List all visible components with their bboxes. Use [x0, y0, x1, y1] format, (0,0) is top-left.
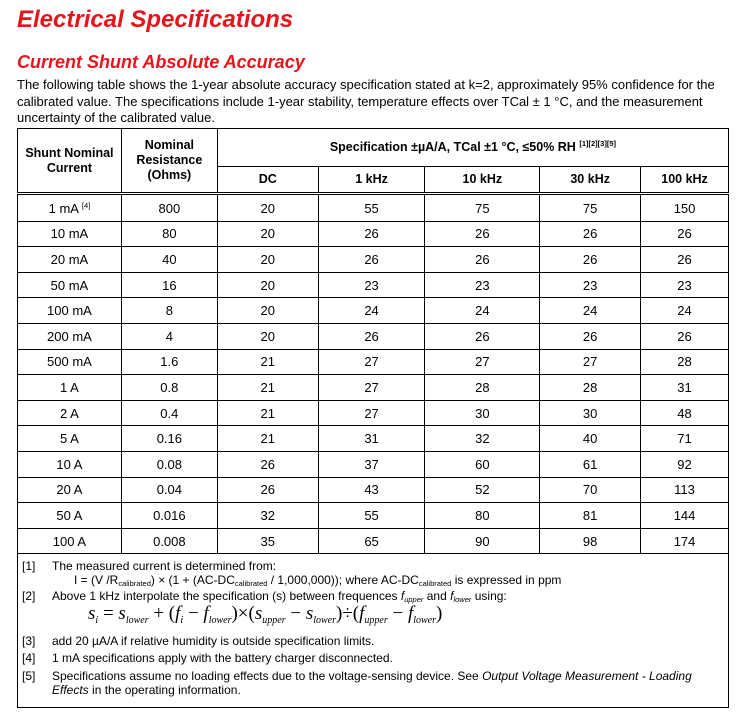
- dc-cell: 20: [217, 298, 318, 324]
- table-row: [18, 528, 729, 554]
- current-cell: [18, 247, 122, 273]
- khz10-cell: 26: [425, 323, 540, 349]
- current-cell: [18, 194, 122, 222]
- current-value: 1 A: [60, 379, 79, 395]
- dc-cell: 26: [217, 477, 318, 503]
- current-cell: [18, 221, 122, 247]
- current-cell: [18, 375, 122, 401]
- khz30-cell: 24: [540, 298, 641, 324]
- table-row: [18, 298, 729, 324]
- table-row: [18, 400, 729, 426]
- khz1-cell: 24: [318, 298, 425, 324]
- header-specification: [217, 129, 728, 167]
- current-cell: [18, 451, 122, 477]
- khz1-cell: 26: [318, 247, 425, 273]
- resistance-cell: 1.6: [121, 349, 217, 375]
- current-cell: [18, 323, 122, 349]
- table-row: [18, 426, 729, 452]
- header-freq: 1 kHz: [318, 167, 425, 194]
- khz1-cell: 27: [318, 349, 425, 375]
- dc-cell: 20: [217, 194, 318, 222]
- khz1-cell: 65: [318, 528, 425, 554]
- note-3-num: [3]: [22, 634, 36, 648]
- note-1-sub3: calibrated: [418, 579, 452, 588]
- current-cell: [18, 272, 122, 298]
- note-2-lower-sub: lower: [453, 595, 472, 604]
- khz10-cell: 90: [425, 528, 540, 554]
- khz100-cell: 31: [641, 375, 729, 401]
- khz30-cell: 30: [540, 400, 641, 426]
- note-1-num: [1]: [22, 559, 36, 573]
- dc-cell: 35: [217, 528, 318, 554]
- note-5-end: in the operating information.: [88, 683, 241, 697]
- current-value: 20 A: [56, 482, 83, 498]
- khz10-cell: 28: [425, 375, 540, 401]
- current-value: 1 mA: [48, 200, 79, 216]
- current-value: 2 A: [60, 405, 79, 421]
- khz30-cell: 23: [540, 272, 641, 298]
- khz30-cell: 26: [540, 221, 641, 247]
- note-1-formula-a: I = (V /R: [74, 573, 119, 587]
- khz10-cell: 52: [425, 477, 540, 503]
- khz10-cell: 75: [425, 194, 540, 222]
- resistance-cell: 0.08: [121, 451, 217, 477]
- resistance-cell: 16: [121, 272, 217, 298]
- khz10-cell: 80: [425, 503, 540, 529]
- table-row: [18, 272, 729, 298]
- table-row: [18, 349, 729, 375]
- note-5-text: Specifications assume no loading effects due to the voltage-sensing device. See: [52, 669, 483, 683]
- khz10-cell: 26: [425, 221, 540, 247]
- khz1-cell: 31: [318, 426, 425, 452]
- resistance-cell: 0.016: [121, 503, 217, 529]
- khz100-cell: 144: [641, 503, 729, 529]
- khz100-cell: 26: [641, 247, 729, 273]
- interpolation-formula: $s_i = s_{lower} + (f_i - f_{lower})\times(s_{upper} - s_{lower})\div(f_{upper} - f_{lower})$: [88, 603, 443, 626]
- current-value: 50 mA: [50, 277, 89, 293]
- current-cell: [18, 349, 122, 375]
- khz1-cell: 27: [318, 400, 425, 426]
- dc-cell: 21: [217, 375, 318, 401]
- note-1-sub2: calibrated: [234, 579, 268, 588]
- note-1-formula-d: is expressed in ppm: [451, 573, 562, 587]
- khz10-cell: 30: [425, 400, 540, 426]
- current-footnote-ref: [4]: [81, 200, 91, 210]
- current-value: 20 mA: [50, 251, 89, 267]
- dc-cell: 21: [217, 426, 318, 452]
- note-2-num: [2]: [22, 589, 36, 603]
- khz10-cell: 32: [425, 426, 540, 452]
- khz30-cell: 81: [540, 503, 641, 529]
- current-value: 100 A: [52, 533, 87, 549]
- khz1-cell: 26: [318, 323, 425, 349]
- khz30-cell: 28: [540, 375, 641, 401]
- note-3-text: add 20 µA/A if relative humidity is outside specification limits.: [52, 634, 375, 648]
- header-resistance: Nominal Resistance (Ohms): [121, 129, 217, 194]
- section-title: Current Shunt Absolute Accuracy: [17, 52, 305, 72]
- dc-cell: 32: [217, 503, 318, 529]
- khz100-cell: 23: [641, 272, 729, 298]
- table-row: [18, 503, 729, 529]
- note-2-and: and: [423, 589, 451, 603]
- current-value: 5 A: [60, 431, 79, 447]
- dc-cell: 21: [217, 400, 318, 426]
- header-freq: 100 kHz: [641, 167, 729, 194]
- khz1-cell: 26: [318, 221, 425, 247]
- khz30-cell: 98: [540, 528, 641, 554]
- note-1-formula-c: / 1,000,000)); where AC-DC: [267, 573, 419, 587]
- header-freq: 30 kHz: [540, 167, 641, 194]
- note-1-formula-b: ) × (1 + (AC-DC: [150, 573, 235, 587]
- table-row: [18, 323, 729, 349]
- note-2-f-upper: f: [400, 589, 405, 603]
- khz30-cell: 40: [540, 426, 641, 452]
- khz1-cell: 23: [318, 272, 425, 298]
- khz10-cell: 24: [425, 298, 540, 324]
- resistance-cell: 0.008: [121, 528, 217, 554]
- current-cell: [18, 528, 122, 554]
- note-5-num: [5]: [22, 669, 36, 683]
- khz10-cell: 27: [425, 349, 540, 375]
- khz30-cell: 26: [540, 247, 641, 273]
- khz1-cell: 37: [318, 451, 425, 477]
- khz30-cell: 75: [540, 194, 641, 222]
- khz1-cell: 43: [318, 477, 425, 503]
- resistance-cell: 4: [121, 323, 217, 349]
- current-cell: [18, 426, 122, 452]
- note-5-link-text-2: Effects: [52, 683, 89, 697]
- current-value: 200 mA: [47, 328, 92, 344]
- table-row: [18, 375, 729, 401]
- header-freq: 10 kHz: [425, 167, 540, 194]
- dc-cell: 21: [217, 349, 318, 375]
- resistance-cell: 0.8: [121, 375, 217, 401]
- note-2-text: Above 1 kHz interpolate the specification (s) between frequences: [52, 589, 401, 603]
- dc-cell: 20: [217, 247, 318, 273]
- current-value: 10 A: [56, 456, 83, 472]
- current-cell: [18, 477, 122, 503]
- resistance-cell: 0.4: [121, 400, 217, 426]
- current-value: 100 mA: [47, 303, 92, 319]
- khz1-cell: 55: [318, 194, 425, 222]
- resistance-cell: 0.04: [121, 477, 217, 503]
- table-row: [18, 194, 729, 222]
- khz30-cell: 70: [540, 477, 641, 503]
- table-row: [18, 477, 729, 503]
- current-value: 500 mA: [47, 354, 92, 370]
- resistance-cell: 80: [121, 221, 217, 247]
- khz100-cell: 150: [641, 194, 729, 222]
- table-row: [18, 247, 729, 273]
- khz100-cell: 71: [641, 426, 729, 452]
- current-cell: [18, 400, 122, 426]
- resistance-cell: 800: [121, 194, 217, 222]
- khz100-cell: 26: [641, 323, 729, 349]
- khz30-cell: 27: [540, 349, 641, 375]
- khz1-cell: 27: [318, 375, 425, 401]
- resistance-cell: 0.16: [121, 426, 217, 452]
- note-1-text: The measured current is determined from:: [52, 559, 277, 573]
- dc-cell: 20: [217, 323, 318, 349]
- current-value: 50 A: [56, 507, 83, 523]
- dc-cell: 20: [217, 272, 318, 298]
- khz10-cell: 60: [425, 451, 540, 477]
- dc-cell: 26: [217, 451, 318, 477]
- khz30-cell: 61: [540, 451, 641, 477]
- note-2-upper-sub: upper: [404, 595, 424, 604]
- khz100-cell: 174: [641, 528, 729, 554]
- dc-cell: 20: [217, 221, 318, 247]
- table-row: [18, 221, 729, 247]
- current-cell: [18, 503, 122, 529]
- page-title: Electrical Specifications: [17, 6, 294, 33]
- accuracy-table: [17, 128, 729, 554]
- khz100-cell: 113: [641, 477, 729, 503]
- khz30-cell: 26: [540, 323, 641, 349]
- header-freq: DC: [217, 167, 318, 194]
- resistance-cell: 8: [121, 298, 217, 324]
- header-spec-text: Specification ±µA/A, TCal ±1 °C, ≤50% RH: [329, 140, 576, 154]
- note-2-end: using:: [471, 589, 507, 603]
- note-1-sub1: calibrated: [118, 579, 151, 588]
- resistance-cell: 40: [121, 247, 217, 273]
- khz100-cell: 28: [641, 349, 729, 375]
- current-cell: [18, 298, 122, 324]
- note-4-text: 1 mA specifications apply with the battery charger disconnected.: [52, 651, 393, 665]
- khz10-cell: 23: [425, 272, 540, 298]
- khz100-cell: 24: [641, 298, 729, 324]
- khz1-cell: 55: [318, 503, 425, 529]
- khz100-cell: 92: [641, 451, 729, 477]
- intro-paragraph: The following table shows the 1-year absolute accuracy specification stated at k=2, approximately 95% confidence for the calibrated value. The specifications include 1-year stability, temperature effects over TCal ± 1 °C, and the measurement uncertainty of the calibrated value.: [17, 77, 715, 125]
- table-row: [18, 451, 729, 477]
- current-value: 10 mA: [50, 226, 89, 242]
- khz100-cell: 26: [641, 221, 729, 247]
- header-current: Shunt Nominal Current: [18, 129, 122, 194]
- note-4-num: [4]: [22, 651, 36, 665]
- note-5-link-text: Output Voltage Measurement - Loading: [482, 669, 692, 683]
- khz10-cell: 26: [425, 247, 540, 273]
- note-2-f-lower: f: [450, 589, 454, 603]
- khz100-cell: 48: [641, 400, 729, 426]
- header-spec-refs: [1][2][3][5]: [579, 139, 616, 148]
